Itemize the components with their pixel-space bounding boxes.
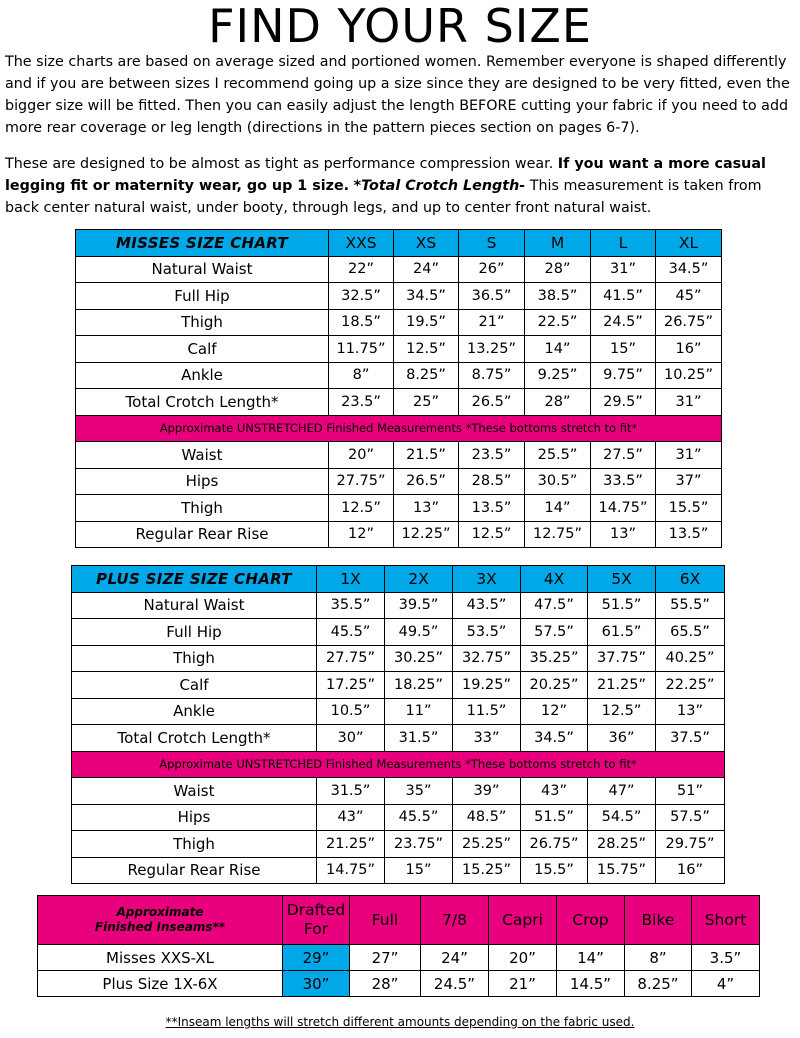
inseam-footnote: **Inseam lengths will stretch different amounts depending on the fabric used. [165, 1015, 635, 1029]
measurement-row [76, 256, 722, 283]
size-column-header: S [459, 230, 525, 257]
measurement-value: 12” [329, 521, 394, 548]
measurement-value: 27.5” [591, 442, 656, 469]
measurement-value: 31” [656, 442, 722, 469]
size-column-header: 1X [317, 566, 385, 593]
measurement-label: Thigh [76, 495, 329, 522]
plus-header-row [72, 566, 725, 593]
measurement-value: 45.5” [385, 804, 453, 831]
measurement-value: 51” [656, 778, 725, 805]
measurement-value: 29.75” [656, 831, 725, 858]
measurement-row [76, 521, 722, 548]
measurement-label: Ankle [72, 698, 317, 725]
measurement-label: Thigh [72, 831, 317, 858]
measurement-label: Thigh [72, 645, 317, 672]
measurement-value: 12.5” [459, 521, 525, 548]
measurement-value: 51.5” [521, 804, 588, 831]
measurement-value: 23.5” [329, 389, 394, 416]
measurement-value: 12” [521, 698, 588, 725]
measurement-row [76, 468, 722, 495]
inseam-row-label: Misses XXS-XL [38, 945, 283, 971]
measurement-value: 47” [588, 778, 656, 805]
size-column-header: XL [656, 230, 722, 257]
inseam-drafted-value: 30” [283, 971, 350, 997]
measurement-value: 28.5” [459, 468, 525, 495]
size-column-header: 6X [656, 566, 725, 593]
measurement-value: 34.5” [394, 283, 459, 310]
measurement-value: 31” [656, 389, 722, 416]
measurement-label: Ankle [76, 362, 329, 389]
measurement-value: 12.5” [329, 495, 394, 522]
measurement-row [72, 592, 725, 619]
inseam-value: 21” [489, 971, 557, 997]
measurement-value: 36.5” [459, 283, 525, 310]
inseams-header-row [38, 896, 760, 945]
measurement-row [72, 804, 725, 831]
inseams-header-cell [38, 896, 283, 945]
measurement-row [72, 831, 725, 858]
measurement-value: 11” [385, 698, 453, 725]
measurement-value: 45” [656, 283, 722, 310]
measurement-value: 12.25” [394, 521, 459, 548]
measurement-label: Full Hip [76, 283, 329, 310]
measurement-value: 57.5” [521, 619, 588, 646]
measurement-value: 28” [525, 389, 591, 416]
measurement-value: 31.5” [317, 778, 385, 805]
inseam-value: 8” [625, 945, 692, 971]
measurement-value: 19.25” [453, 672, 521, 699]
measurement-value: 10.5” [317, 698, 385, 725]
measurement-value: 48.5” [453, 804, 521, 831]
intro-paragraph-2 [5, 153, 797, 219]
measurement-label: Calf [72, 672, 317, 699]
measurement-value: 39.5” [385, 592, 453, 619]
inseam-col-capri: Capri [489, 896, 557, 945]
measurement-value: 9.75” [591, 362, 656, 389]
measurement-value: 12.5” [394, 336, 459, 363]
measurement-value: 33” [453, 725, 521, 752]
measurement-value: 13” [394, 495, 459, 522]
measurement-value: 31.5” [385, 725, 453, 752]
finished-measurements-banner: Approximate UNSTRETCHED Finished Measurements *These bottoms stretch to fit* [76, 415, 722, 442]
measurement-value: 12.5” [588, 698, 656, 725]
measurement-value: 49.5” [385, 619, 453, 646]
measurement-row [76, 362, 722, 389]
measurement-row [76, 283, 722, 310]
measurement-value: 24” [394, 256, 459, 283]
inseam-drafted-value: 29” [283, 945, 350, 971]
measurement-value: 27.75” [329, 468, 394, 495]
measurement-value: 26.5” [394, 468, 459, 495]
measurement-value: 26.75” [521, 831, 588, 858]
measurement-value: 35.5” [317, 592, 385, 619]
misses-size-chart [75, 229, 722, 548]
size-column-header: 3X [453, 566, 521, 593]
measurement-value: 26” [459, 256, 525, 283]
plus-size-chart [71, 565, 725, 884]
measurement-value: 31” [591, 256, 656, 283]
measurement-value: 45.5” [317, 619, 385, 646]
measurement-value: 16” [656, 857, 725, 884]
measurement-value: 22.5” [525, 309, 591, 336]
measurement-value: 54.5” [588, 804, 656, 831]
measurement-value: 28” [525, 256, 591, 283]
measurement-value: 22” [329, 256, 394, 283]
measurement-value: 13.5” [459, 495, 525, 522]
measurement-value: 29.5” [591, 389, 656, 416]
measurement-value: 13” [656, 698, 725, 725]
measurement-value: 13” [591, 521, 656, 548]
measurement-value: 30.25” [385, 645, 453, 672]
measurement-value: 8.25” [394, 362, 459, 389]
measurement-value: 8” [329, 362, 394, 389]
measurement-value: 19.5” [394, 309, 459, 336]
measurement-value: 51.5” [588, 592, 656, 619]
measurement-value: 14” [525, 336, 591, 363]
inseam-value: 20” [489, 945, 557, 971]
measurement-value: 14.75” [317, 857, 385, 884]
inseam-value: 24.5” [421, 971, 489, 997]
measurement-label: Waist [72, 778, 317, 805]
inseam-col-full: Full [350, 896, 421, 945]
measurement-row [76, 309, 722, 336]
misses-chart-title: MISSES SIZE CHART [76, 230, 329, 257]
measurement-value: 18.25” [385, 672, 453, 699]
measurement-value: 27.75” [317, 645, 385, 672]
measurement-value: 12.75” [525, 521, 591, 548]
inseam-value: 8.25” [625, 971, 692, 997]
measurement-label: Total Crotch Length* [76, 389, 329, 416]
measurement-value: 11.5” [453, 698, 521, 725]
measurement-value: 21.25” [317, 831, 385, 858]
measurement-value: 21” [459, 309, 525, 336]
measurement-value: 34.5” [521, 725, 588, 752]
measurement-value: 33.5” [591, 468, 656, 495]
measurement-label: Hips [76, 468, 329, 495]
measurement-value: 47.5” [521, 592, 588, 619]
measurement-value: 8.75” [459, 362, 525, 389]
measurement-value: 20” [329, 442, 394, 469]
measurement-value: 24.5” [591, 309, 656, 336]
measurement-value: 11.75” [329, 336, 394, 363]
inseam-col-crop: Crop [557, 896, 625, 945]
page-title: FIND YOUR SIZE [208, 0, 592, 53]
measurement-value: 25.25” [453, 831, 521, 858]
measurement-value: 57.5” [656, 804, 725, 831]
measurement-value: 18.5” [329, 309, 394, 336]
measurement-value: 43” [317, 804, 385, 831]
measurement-row [72, 672, 725, 699]
plus-finished-banner-row [72, 751, 725, 778]
measurement-value: 26.5” [459, 389, 525, 416]
measurement-value: 32.75” [453, 645, 521, 672]
measurement-value: 37.75” [588, 645, 656, 672]
measurement-value: 14” [525, 495, 591, 522]
inseam-row-misses [38, 945, 760, 971]
intro-p2-text-a: These are designed to be almost as tight as performance compression wear. [5, 156, 558, 172]
measurement-value: 23.75” [385, 831, 453, 858]
measurement-label: Regular Rear Rise [76, 521, 329, 548]
measurement-value: 35.25” [521, 645, 588, 672]
measurement-value: 34.5” [656, 256, 722, 283]
inseams-chart [37, 895, 760, 997]
measurement-label: Total Crotch Length* [72, 725, 317, 752]
measurement-label: Calf [76, 336, 329, 363]
measurement-row [72, 778, 725, 805]
misses-chart-body [76, 230, 722, 548]
measurement-value: 28.25” [588, 831, 656, 858]
measurement-value: 20.25” [521, 672, 588, 699]
measurement-value: 15.5” [656, 495, 722, 522]
misses-header-row [76, 230, 722, 257]
inseam-col-bike: Bike [625, 896, 692, 945]
measurement-value: 65.5” [656, 619, 725, 646]
measurement-value: 13.25” [459, 336, 525, 363]
measurement-value: 25” [394, 389, 459, 416]
measurement-value: 14.75” [591, 495, 656, 522]
measurement-value: 55.5” [656, 592, 725, 619]
size-column-header: 2X [385, 566, 453, 593]
measurement-value: 53.5” [453, 619, 521, 646]
measurement-value: 61.5” [588, 619, 656, 646]
size-column-header: 4X [521, 566, 588, 593]
measurement-value: 39” [453, 778, 521, 805]
inseam-row-label: Plus Size 1X-6X [38, 971, 283, 997]
measurement-row [76, 336, 722, 363]
measurement-row [72, 857, 725, 884]
inseam-value: 27” [350, 945, 421, 971]
size-column-header: XXS [329, 230, 394, 257]
measurement-value: 43” [521, 778, 588, 805]
measurement-row [76, 495, 722, 522]
finished-measurements-banner: Approximate UNSTRETCHED Finished Measurements *These bottoms stretch to fit* [72, 751, 725, 778]
inseam-value: 24” [421, 945, 489, 971]
intro-p2-text-b: This measurement is taken from back center natural waist, under booty, through legs, and up to center front natural waist. [5, 178, 762, 216]
measurement-label: Regular Rear Rise [72, 857, 317, 884]
measurement-label: Natural Waist [76, 256, 329, 283]
measurement-value: 21.25” [588, 672, 656, 699]
drafted-for-header [283, 896, 350, 945]
measurement-label: Natural Waist [72, 592, 317, 619]
measurement-value: 15.5” [521, 857, 588, 884]
measurement-label: Hips [72, 804, 317, 831]
measurement-value: 10.25” [656, 362, 722, 389]
plus-chart-body [72, 566, 725, 884]
intro-p2-bold-italic: *Total Crotch Length- [353, 178, 526, 194]
measurement-value: 13.5” [656, 521, 722, 548]
measurement-value: 40.25” [656, 645, 725, 672]
inseam-value: 14” [557, 945, 625, 971]
drafted-line2: For [303, 920, 329, 938]
measurement-value: 30.5” [525, 468, 591, 495]
measurement-value: 35” [385, 778, 453, 805]
intro-p2-bold: If you want a more casual legging fit or maternity wear, go up 1 size. [5, 156, 766, 194]
measurement-value: 16” [656, 336, 722, 363]
size-column-header: L [591, 230, 656, 257]
inseam-col-7-8: 7/8 [421, 896, 489, 945]
measurement-value: 30” [317, 725, 385, 752]
measurement-value: 26.75” [656, 309, 722, 336]
measurement-value: 37” [656, 468, 722, 495]
size-column-header: 5X [588, 566, 656, 593]
measurement-row [72, 619, 725, 646]
measurement-value: 15.25” [453, 857, 521, 884]
measurement-value: 43.5” [453, 592, 521, 619]
inseam-value: 14.5” [557, 971, 625, 997]
measurement-value: 36” [588, 725, 656, 752]
measurement-value: 37.5” [656, 725, 725, 752]
plus-chart-title: PLUS SIZE SIZE CHART [72, 566, 317, 593]
inseam-value: 28” [350, 971, 421, 997]
inseam-row-plus [38, 971, 760, 997]
measurement-value: 23.5” [459, 442, 525, 469]
inseams-header-line1: Approximate [116, 905, 204, 919]
size-column-header: M [525, 230, 591, 257]
inseams-header-line2: Finished Inseams** [94, 920, 226, 934]
measurement-value: 15” [591, 336, 656, 363]
measurement-label: Waist [76, 442, 329, 469]
measurement-value: 15” [385, 857, 453, 884]
measurement-label: Full Hip [72, 619, 317, 646]
measurement-value: 21.5” [394, 442, 459, 469]
measurement-row [72, 645, 725, 672]
measurement-value: 32.5” [329, 283, 394, 310]
inseam-col-short: Short [692, 896, 760, 945]
measurement-value: 9.25” [525, 362, 591, 389]
measurement-value: 22.25” [656, 672, 725, 699]
misses-finished-banner-row [76, 415, 722, 442]
measurement-row [72, 698, 725, 725]
measurement-value: 15.75” [588, 857, 656, 884]
measurement-row [76, 442, 722, 469]
drafted-line1: Drafted [286, 901, 346, 919]
measurement-row [76, 389, 722, 416]
measurement-label: Thigh [76, 309, 329, 336]
measurement-value: 25.5” [525, 442, 591, 469]
size-column-header: XS [394, 230, 459, 257]
measurement-row [72, 725, 725, 752]
measurement-value: 38.5” [525, 283, 591, 310]
measurement-value: 17.25” [317, 672, 385, 699]
measurement-value: 41.5” [591, 283, 656, 310]
intro-paragraph-1: The size charts are based on average sized and portioned women. Remember everyone is shaped differently and if you are between sizes I recommend going up a size since they are designed to be very fitted, even the bigger size will be fitted. Then you can easily adjust the length BEFORE cutting your fabric if you need to add more rear coverage or leg length (directions in the pattern pieces section on pages 6-7). [5, 54, 790, 136]
inseam-value: 3.5” [692, 945, 760, 971]
inseam-value: 4” [692, 971, 760, 997]
